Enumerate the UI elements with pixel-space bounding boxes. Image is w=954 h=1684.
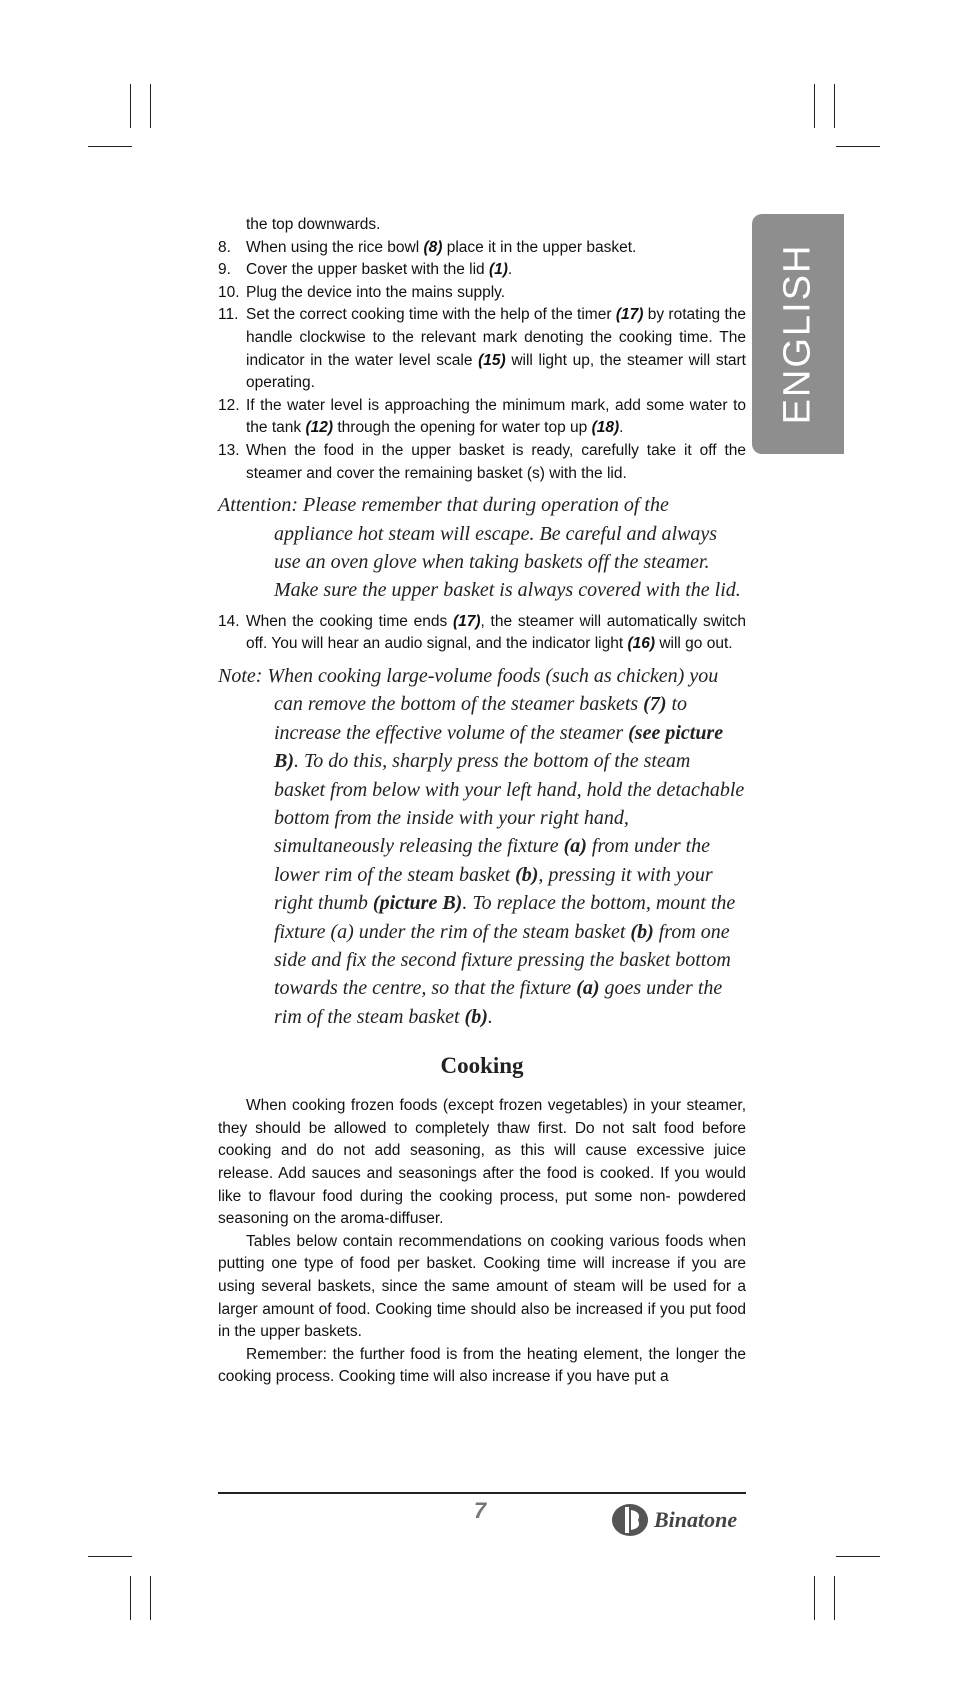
text-run: .	[507, 261, 513, 279]
crop-mark	[88, 146, 132, 147]
list-text	[246, 259, 746, 282]
text-run: to increase the effective volume of the steamer	[274, 693, 688, 744]
text-run: . To do this, sharply press the bottom of the steam basket from below with your left hand, hold the detachable bottom from the inside with your right hand, simultaneously releasing the fixture	[274, 750, 745, 858]
body-paragraph: Remember: the further food is from the heating element, the longer the cooking process. Cooking time will also increase if you have put a	[218, 1345, 746, 1386]
instruction-list-continued	[218, 611, 746, 656]
text-run: Cover the upper basket with the lid	[246, 261, 489, 279]
list-number: 12.	[218, 396, 240, 414]
crop-mark	[836, 1556, 880, 1557]
language-tab	[752, 214, 844, 454]
footer-rule	[218, 1492, 746, 1494]
cooking-text	[218, 1095, 746, 1389]
text-run: place it in the upper basket.	[442, 238, 637, 256]
crop-mark	[130, 1576, 131, 1620]
page-number: 7	[473, 1498, 487, 1523]
list-number: 11.	[218, 306, 239, 324]
reference-number: (8)	[423, 238, 443, 256]
reference-number: (1)	[488, 261, 508, 279]
text-run: will light up, the steamer will start operating.	[246, 351, 746, 392]
brand-logo	[610, 1500, 737, 1540]
text-run: from under the lower rim of the steam basket	[274, 835, 711, 886]
body-paragraph: When cooking frozen foods (except frozen vegetables) in your steamer, they should be allowed to completely thaw first. Do not salt food before cooking and do not add seasoning, as this will cause excessive juice release. Add sauces and seasonings after the food is cooked. If you would like to flavour food during the cooking process, put some non- powdered seasoning on the aroma-diffuser.	[218, 1097, 746, 1228]
crop-mark	[814, 1576, 815, 1620]
section-title: Cooking	[440, 1053, 524, 1079]
text-run: When the food in the upper basket is ready, carefully take it off the steamer and cover the remaining basket (s) with the lid.	[246, 441, 746, 482]
list-text	[246, 611, 746, 656]
continuation-line: the top downwards.	[246, 216, 381, 233]
reference-number: (7)	[643, 693, 667, 716]
instruction-list	[218, 237, 746, 486]
crop-mark	[150, 84, 151, 128]
list-text	[246, 304, 746, 394]
crop-mark	[814, 84, 815, 128]
list-text	[246, 440, 746, 485]
text-run: .	[487, 1005, 493, 1028]
reference-number: (a)	[576, 977, 600, 1000]
list-number: 10.	[218, 283, 240, 301]
text-run: goes under the rim of the steam basket	[274, 977, 723, 1028]
list-item	[218, 611, 746, 656]
reference-number: (16)	[627, 635, 656, 653]
crop-mark	[150, 1576, 151, 1620]
crop-mark	[834, 84, 835, 128]
text-run: Set the correct cooking time with the help of the timer	[246, 306, 616, 324]
reference-number: (b)	[630, 920, 654, 943]
list-item	[218, 237, 746, 260]
list-item	[218, 304, 746, 394]
text-run: Plug the device into the mains supply.	[246, 283, 506, 301]
list-item	[218, 282, 746, 305]
reference-number: (17)	[452, 612, 481, 630]
text-run: . To replace the bottom, mount the fixture (a) under the rim of the steam basket	[274, 892, 736, 943]
list-item	[218, 259, 746, 282]
list-text	[246, 395, 746, 440]
body-paragraph: Tables below contain recommendations on cooking various foods when putting one type of food per basket. Cooking time will increase if you are using several baskets, since the same amount of steam will be used for a larger amount of food. Cooking time should also be increased if you put food in the upper baskets.	[218, 1232, 746, 1341]
text-run: will go out.	[655, 635, 733, 653]
note-paragraph	[218, 662, 746, 1031]
crop-mark	[834, 1576, 835, 1620]
list-number: 8.	[218, 238, 231, 256]
reference-number: (17)	[615, 306, 644, 324]
list-number: 13.	[218, 441, 240, 459]
text-run: , the steamer will automatically switch off. You will hear an audio signal, and the indicator light	[246, 612, 747, 653]
text-run: When using the rice bowl	[246, 238, 424, 256]
language-tab-label: ENGLISH	[776, 243, 819, 425]
page-content	[218, 214, 746, 1389]
reference-number: (see picture B)	[274, 721, 724, 773]
list-item	[218, 440, 746, 485]
text-run: through the opening for water top up	[333, 419, 592, 437]
reference-number: (a)	[563, 835, 587, 858]
reference-number: (b)	[515, 863, 539, 886]
list-item	[218, 395, 746, 440]
attention-note: Attention: Please remember that during operation of the appliance hot steam will escape. Be careful and always use an oven glove when taking baskets off the steamer. Make sure the upper basket is always covered with the lid.	[218, 494, 741, 602]
binatone-logo-icon	[610, 1502, 650, 1538]
text-run: from one side and fix the second fixture pressing the basket bottom towards the centre, so that the fixture	[274, 920, 731, 1000]
list-number: 14.	[218, 612, 240, 630]
text-run: When the cooking time ends	[246, 612, 453, 630]
list-number: 9.	[218, 261, 231, 279]
reference-number: (18)	[591, 419, 620, 437]
text-run: Note: When cooking large-volume foods (such as chicken) you can remove the bottom of the steamer baskets	[218, 664, 719, 716]
text-run: If the water level is approaching the minimum mark, add some water to the tank	[246, 396, 746, 437]
reference-number: (15)	[478, 351, 506, 369]
reference-number: (12)	[305, 419, 334, 437]
brand-name: Binatone	[654, 1507, 738, 1532]
text-run: by rotating the handle clockwise to the relevant mark denoting the cooking time. The indicator in the water level scale	[246, 306, 747, 369]
reference-number: (b)	[464, 1005, 488, 1028]
crop-mark	[130, 84, 131, 128]
crop-mark	[88, 1556, 132, 1557]
list-text	[246, 237, 746, 260]
crop-mark	[836, 146, 880, 147]
reference-number: (picture B)	[372, 892, 463, 915]
list-text	[246, 282, 746, 305]
text-run: .	[619, 419, 624, 437]
text-run: , pressing it with your right thumb	[274, 863, 713, 915]
